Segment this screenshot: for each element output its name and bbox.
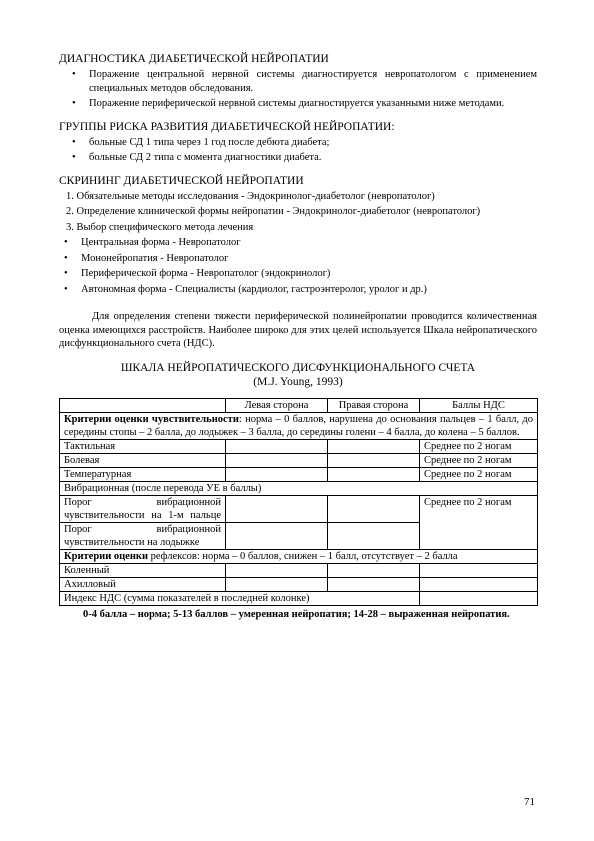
table-cell-score: Среднее по 2 ногам [420, 453, 538, 467]
screening-forms-list [59, 236, 537, 296]
section-heading-risk: ГРУППЫ РИСКА РАЗВИТИЯ ДИАБЕТИЧЕСКОЙ НЕЙРОПАТИИ: [59, 120, 395, 133]
section-risk-groups [59, 120, 537, 165]
list-item: • Поражение центральной нервной системы диагностируется невропатологом с применением специальных методов обследования. [72, 69, 537, 94]
table-row [60, 549, 538, 563]
bullet-icon: • [64, 237, 68, 248]
table-cell [328, 439, 420, 453]
numbered-item: 1. Обязательные методы исследования - Эндокринолог-диабетолог (невропатолог) [66, 190, 435, 202]
list-item: • Центральная форма - Невропатолог [64, 237, 241, 248]
table-cell [420, 591, 538, 605]
section-heading-screening: СКРИНИНГ ДИАБЕТИЧЕСКОЙ НЕЙРОПАТИИ [59, 174, 304, 187]
scale-title-block [59, 361, 537, 389]
table-row [60, 563, 538, 577]
table-cell [328, 577, 420, 591]
bullet-icon: • [64, 268, 68, 279]
bullet-icon: • [64, 252, 68, 264]
page-content [59, 52, 537, 621]
page-number: 71 [524, 796, 535, 808]
list-item: • Поражение периферической нервной системы диагностируется указанными ниже методами. [72, 98, 505, 109]
table-cell-label: Порог вибрационной чувствительности на лодыжке [60, 522, 226, 549]
table-header-cell: Левая сторона [226, 398, 328, 412]
section-heading-diagnostics: ДИАГНОСТИКА ДИАБЕТИЧЕСКОЙ НЕЙРОПАТИИ [59, 53, 329, 65]
section-screening [59, 174, 537, 297]
table-cell [328, 467, 420, 481]
reflex-criteria-cell: Критерии оценки рефлексов: норма – 0 баллов, снижен – 1 балл, отсутствует – 2 балла [60, 549, 538, 563]
table-cell [420, 577, 538, 591]
table-row [60, 439, 538, 453]
table-cell [226, 522, 328, 549]
list-item: • больные СД 2 типа с момента диагностики диабета. [72, 152, 322, 163]
table-cell-score: Среднее по 2 ногам [420, 495, 538, 549]
numbered-item: 3. Выбор специфического метода лечения [66, 221, 254, 233]
list-item: • больные СД 1 типа через 1 год после дебюта диабета; [72, 136, 330, 148]
table-row [60, 481, 538, 495]
table-cell [226, 439, 328, 453]
vibration-header-cell: Вибрационная (после перевода УЕ в баллы) [60, 481, 538, 495]
table-cell [226, 467, 328, 481]
list-item: • Автономная форма - Специалисты (кардиолог, гастроэнтеролог, уролог и др.) [64, 283, 427, 295]
body-paragraph: Для определения степени тяжести периферической полинейропатии проводится количественная оценка имеющихся расстройств. Наиболее широко для этих целей используется Шкала нейропатического дисфункционального счета (НДС). [59, 311, 537, 349]
bullet-icon: • [72, 136, 76, 148]
list-item: • Мононейропатия - Невропатолог [64, 252, 229, 264]
diagnostics-list [59, 68, 537, 111]
table-cell [226, 577, 328, 591]
scale-subtitle: (M.J. Young, 1993) [253, 375, 343, 388]
scale-title: ШКАЛА НЕЙРОПАТИЧЕСКОГО ДИСФУНКЦИОНАЛЬНОГО СЧЕТА [120, 361, 476, 374]
table-row [60, 467, 538, 481]
bullet-icon: • [72, 69, 76, 80]
table-cell-label: Коленный [60, 563, 226, 577]
table-row [60, 495, 538, 522]
table-cell-label: Болевая [60, 453, 226, 467]
table-row [60, 453, 538, 467]
table-header-cell: Правая сторона [328, 398, 420, 412]
section-diagnostics [59, 52, 537, 111]
table-cell [328, 563, 420, 577]
bullet-icon: • [72, 98, 76, 109]
nds-scale-table [59, 398, 538, 606]
list-item: • Периферической форма - Невропатолог (эндокринолог) [64, 268, 331, 279]
table-cell-label: Ахилловый [60, 577, 226, 591]
sensitivity-criteria-cell: Критерии оценки чувствительности: норма – 0 баллов, нарушена до основания пальцев – 1 балл, до середины стопы – 2 балла, до лодыжек – 3 балла, до середины голени – 4 балла, до колена – 5 баллов. [60, 412, 538, 439]
risk-list [59, 136, 537, 165]
table-cell-score: Среднее по 2 ногам [420, 467, 538, 481]
table-cell-label: Порог вибрационной чувствительности на 1-м пальце [60, 495, 226, 522]
table-cell [328, 522, 420, 549]
table-row [60, 412, 538, 439]
table-cell-label: Тактильная [60, 439, 226, 453]
table-cell [328, 495, 420, 522]
table-cell [226, 453, 328, 467]
table-row [60, 591, 538, 605]
index-row-cell: Индекс НДС (сумма показателей в последней колонке) [60, 591, 420, 605]
table-cell-label: Температурная [60, 467, 226, 481]
table-cell [420, 563, 538, 577]
table-header-cell: Баллы НДС [420, 398, 538, 412]
table-row [60, 577, 538, 591]
table-header-row [60, 398, 538, 412]
numbered-item: 2. Определение клинической формы нейропатии - Эндокринолог-диабетолог (невропатолог) [66, 206, 481, 217]
bullet-icon: • [72, 152, 76, 163]
table-cell [226, 495, 328, 522]
table-header-cell [60, 398, 226, 412]
table-cell-score: Среднее по 2 ногам [420, 439, 538, 453]
table-cell [328, 453, 420, 467]
table-cell [226, 563, 328, 577]
result-note: 0-4 балла – норма; 5-13 баллов – умеренная нейропатия; 14-28 – выраженная нейропатия. [83, 608, 510, 620]
bullet-icon: • [64, 283, 68, 295]
